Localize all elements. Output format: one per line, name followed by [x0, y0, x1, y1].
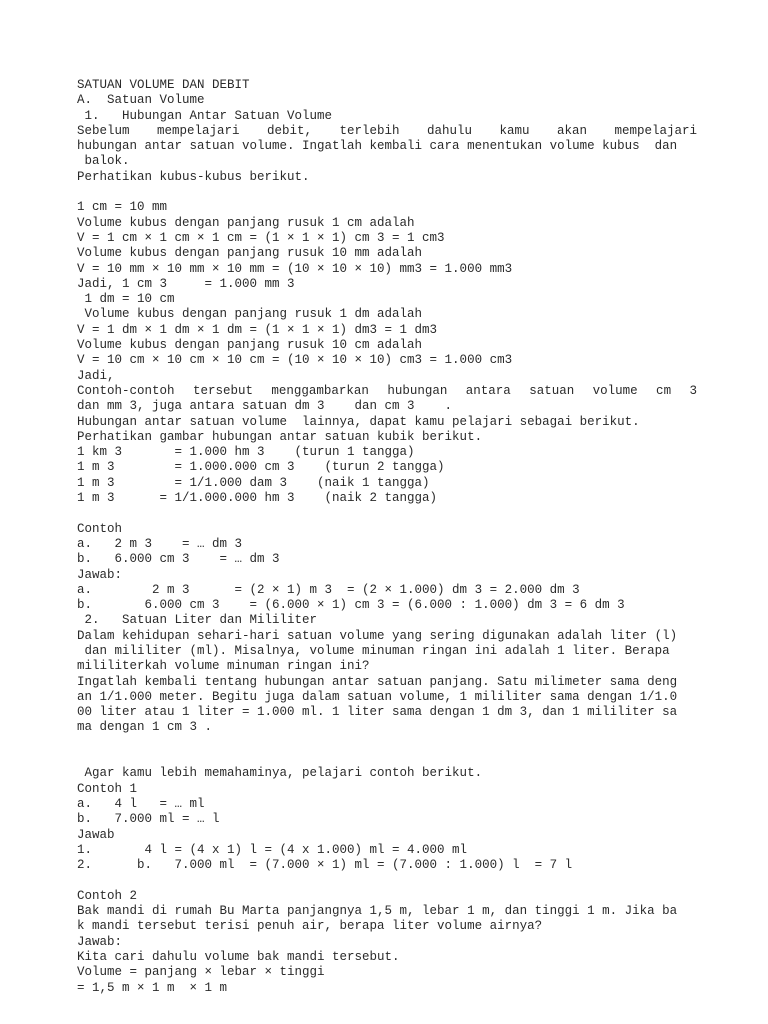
text-line: V = 10 cm × 10 cm × 10 cm = (10 × 10 × 10) cm3 = 1.000 cm3: [77, 353, 513, 368]
text-line: V = 1 dm × 1 dm × 1 dm = (1 × 1 × 1) dm3 = 1 dm3: [77, 322, 438, 337]
text-line: Jadi, 1 cm 3 = 1.000 mm 3: [77, 276, 295, 291]
text-line: = 1,5 m × 1 m × 1 m: [77, 980, 228, 995]
text-line: hubungan antar satuan volume. Ingatlah kembali cara menentukan volume kubus dan: [77, 139, 678, 154]
text-line: 1 m 3 = 1/1.000.000 hm 3 (naik 2 tangga): [77, 491, 438, 506]
text-line: 2. b. 7.000 ml = (7.000 × 1) ml = (7.000 : 1.000) l = 7 l: [77, 858, 573, 873]
text-line: 1. Hubungan Antar Satuan Volume: [77, 108, 333, 123]
text-line: ma dengan 1 cm 3 .: [77, 720, 213, 735]
text-line: a. 2 m 3 = (2 × 1) m 3 = (2 × 1.000) dm 3 = 2.000 dm 3: [77, 582, 580, 597]
text-line: Ingatlah kembali tentang hubungan antar satuan panjang. Satu milimeter sama deng: [77, 674, 678, 689]
text-line: SATUAN VOLUME DAN DEBIT: [77, 78, 250, 92]
text-line: Contoh: [77, 521, 123, 536]
text-line: Sebelum mempelajari debit, terlebih dahulu kamu akan mempelajari: [77, 123, 697, 138]
blank-line: [77, 736, 697, 751]
text-line: Perhatikan kubus-kubus berikut.: [77, 169, 310, 184]
text-line: Kita cari dahulu volume bak mandi tersebut.: [77, 949, 400, 964]
text-line: Contoh 2: [77, 888, 138, 903]
text-line: Contoh-contoh tersebut menggambarkan hubungan antara satuan volume cm 3: [77, 383, 697, 398]
text-line: 1 m 3 = 1/1.000 dam 3 (naik 1 tangga): [77, 475, 430, 490]
text-line: Volume = panjang × lebar × tinggi: [77, 965, 325, 980]
text-line: Perhatikan gambar hubungan antar satuan kubik berikut.: [77, 429, 483, 444]
text-line: Volume kubus dengan panjang rusuk 1 dm adalah: [77, 307, 423, 322]
text-line: 1 dm = 10 cm: [77, 292, 175, 307]
text-line: Volume kubus dengan panjang rusuk 10 mm adalah: [77, 246, 423, 261]
text-line: V = 10 mm × 10 mm × 10 mm = (10 × 10 × 10) mm3 = 1.000 mm3: [77, 261, 513, 276]
text-line: an 1/1.000 meter. Begitu juga dalam satuan volume, 1 mililiter sama dengan 1/1.0: [77, 689, 678, 704]
text-line: b. 7.000 ml = … l: [77, 812, 220, 827]
text-line: Volume kubus dengan panjang rusuk 1 cm adalah: [77, 215, 415, 230]
text-line: Hubungan antar satuan volume lainnya, dapat kamu pelajari sebagai berikut.: [77, 414, 640, 429]
text-line: Jawab:: [77, 567, 123, 582]
text-line: Agar kamu lebih memahaminya, pelajari contoh berikut.: [77, 766, 483, 781]
text-line: a. 4 l = … ml: [77, 796, 205, 811]
blank-line: [77, 751, 697, 766]
text-line: 2. Satuan Liter dan Mililiter: [77, 613, 318, 628]
text-line: balok.: [77, 154, 130, 169]
text-line: dan mililiter (ml). Misalnya, volume minuman ringan ini adalah 1 liter. Berapa: [77, 643, 670, 658]
text-line: Volume kubus dengan panjang rusuk 10 cm adalah: [77, 338, 423, 353]
text-line: Bak mandi di rumah Bu Marta panjangnya 1,5 m, lebar 1 m, dan tinggi 1 m. Jika ba: [77, 904, 678, 919]
text-line: 1 cm = 10 mm: [77, 200, 168, 215]
text-line: Dalam kehidupan sehari-hari satuan volume yang sering digunakan adalah liter (l): [77, 628, 678, 643]
text-line: 1 km 3 = 1.000 hm 3 (turun 1 tangga): [77, 445, 415, 460]
text-line: A. Satuan Volume: [77, 93, 205, 108]
text-line: k mandi tersebut terisi penuh air, berapa liter volume airnya?: [77, 919, 543, 934]
text-line: Jadi,: [77, 368, 115, 383]
blank-line: [77, 506, 697, 521]
text-line: V = 1 cm × 1 cm × 1 cm = (1 × 1 × 1) cm 3 = 1 cm3: [77, 230, 445, 245]
text-line: Contoh 1: [77, 781, 138, 796]
text-line: 1. 4 l = (4 x 1) l = (4 x 1.000) ml = 4.000 ml: [77, 842, 468, 857]
text-line: dan mm 3, juga antara satuan dm 3 dan cm 3 .: [77, 399, 453, 414]
text-line: Jawab:: [77, 934, 123, 949]
document-body: [77, 78, 697, 996]
text-line: 1 m 3 = 1.000.000 cm 3 (turun 2 tangga): [77, 460, 445, 475]
text-line: b. 6.000 cm 3 = (6.000 × 1) cm 3 = (6.000 : 1.000) dm 3 = 6 dm 3: [77, 598, 625, 613]
text-line: 00 liter atau 1 liter = 1.000 ml. 1 liter sama dengan 1 dm 3, dan 1 mililiter sa: [77, 705, 678, 720]
text-line: a. 2 m 3 = … dm 3: [77, 536, 243, 551]
text-line: mililiterkah volume minuman ringan ini?: [77, 659, 370, 674]
text-line: Jawab: [77, 827, 115, 842]
blank-line: [77, 873, 697, 888]
blank-line: [77, 185, 697, 200]
text-line: b. 6.000 cm 3 = … dm 3: [77, 552, 280, 567]
